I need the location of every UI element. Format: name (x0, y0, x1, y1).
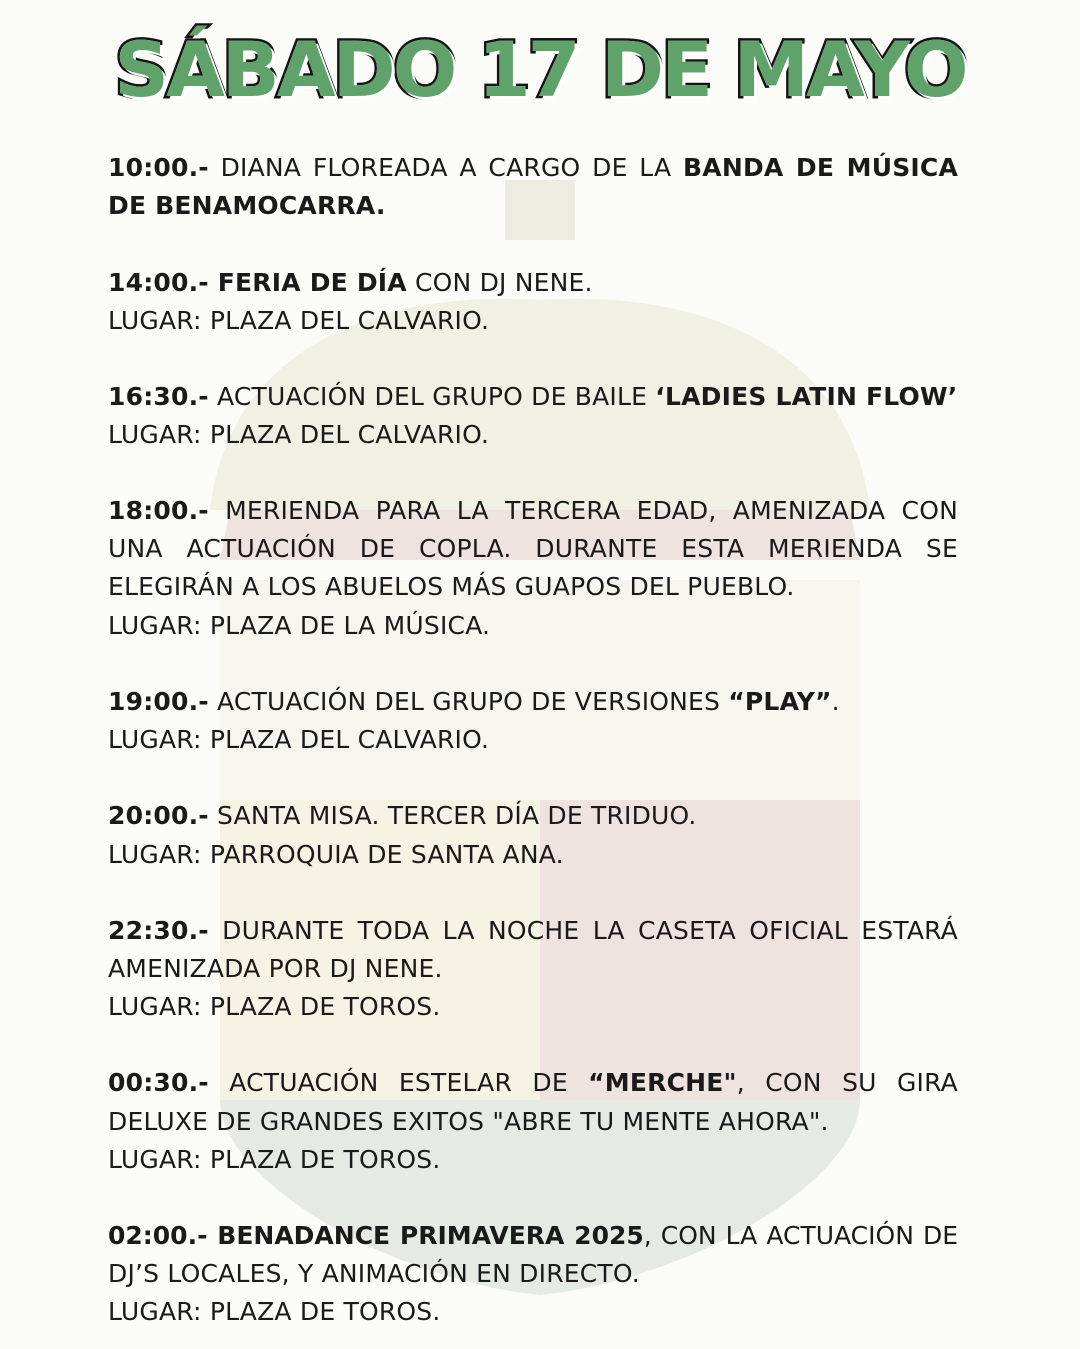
schedule-line: 18:00.- MERIENDA PARA LA TERCERA EDAD, AMENIZADA CON (108, 496, 958, 525)
schedule-line: 02:00.- BENADANCE PRIMAVERA 2025, CON LA ACTUACIÓN DE (108, 1221, 958, 1250)
schedule-location: LUGAR: PLAZA DEL CALVARIO. (108, 420, 490, 449)
schedule-line: DE BENAMOCARRA. (108, 191, 386, 220)
schedule-line: DJ’S LOCALES, Y ANIMACIÓN EN DIRECTO. (108, 1259, 640, 1288)
schedule-location: LUGAR: PLAZA DEL CALVARIO. (108, 725, 490, 754)
schedule-line: 14:00.- FERIA DE DÍA CON DJ NENE. (108, 268, 593, 297)
schedule-line: 16:30.- ACTUACIÓN DEL GRUPO DE BAILE ‘LADIES LATIN FLOW’ (108, 382, 958, 411)
schedule-line: 10:00.- DIANA FLOREADA A CARGO DE LA BANDA DE MÚSICA (108, 153, 958, 182)
schedule-line: 19:00.- ACTUACIÓN DEL GRUPO DE VERSIONES “PLAY”. (108, 687, 840, 716)
schedule-line: DELUXE DE GRANDES EXITOS "ABRE TU MENTE AHORA". (108, 1107, 829, 1136)
schedule-location: LUGAR: PARROQUIA DE SANTA ANA. (108, 840, 564, 869)
schedule-line: UNA ACTUACIÓN DE COPLA. DURANTE ESTA MERIENDA SE (108, 534, 958, 563)
schedule-line: 00:30.- ACTUACIÓN ESTELAR DE “MERCHE", CON SU GIRA (108, 1068, 958, 1097)
schedule-location: LUGAR: PLAZA DE TOROS. (108, 1297, 441, 1326)
schedule-line: 20:00.- SANTA MISA. TERCER DÍA DE TRIDUO. (108, 801, 697, 830)
schedule-location: LUGAR: PLAZA DE LA MÚSICA. (108, 611, 491, 640)
schedule-location: LUGAR: PLAZA DE TOROS. (108, 1145, 441, 1174)
schedule-line: 22:30.- DURANTE TODA LA NOCHE LA CASETA OFICIAL ESTARÁ (108, 916, 958, 945)
schedule-line: AMENIZADA POR DJ NENE. (108, 954, 443, 983)
schedule-line: ELEGIRÁN A LOS ABUELOS MÁS GUAPOS DEL PUEBLO. (108, 572, 795, 601)
schedule-location: LUGAR: PLAZA DE TOROS. (108, 992, 441, 1021)
schedule-location: LUGAR: PLAZA DEL CALVARIO. (108, 306, 490, 335)
page-title: SÁBADO 17 DE MAYO (114, 25, 966, 114)
